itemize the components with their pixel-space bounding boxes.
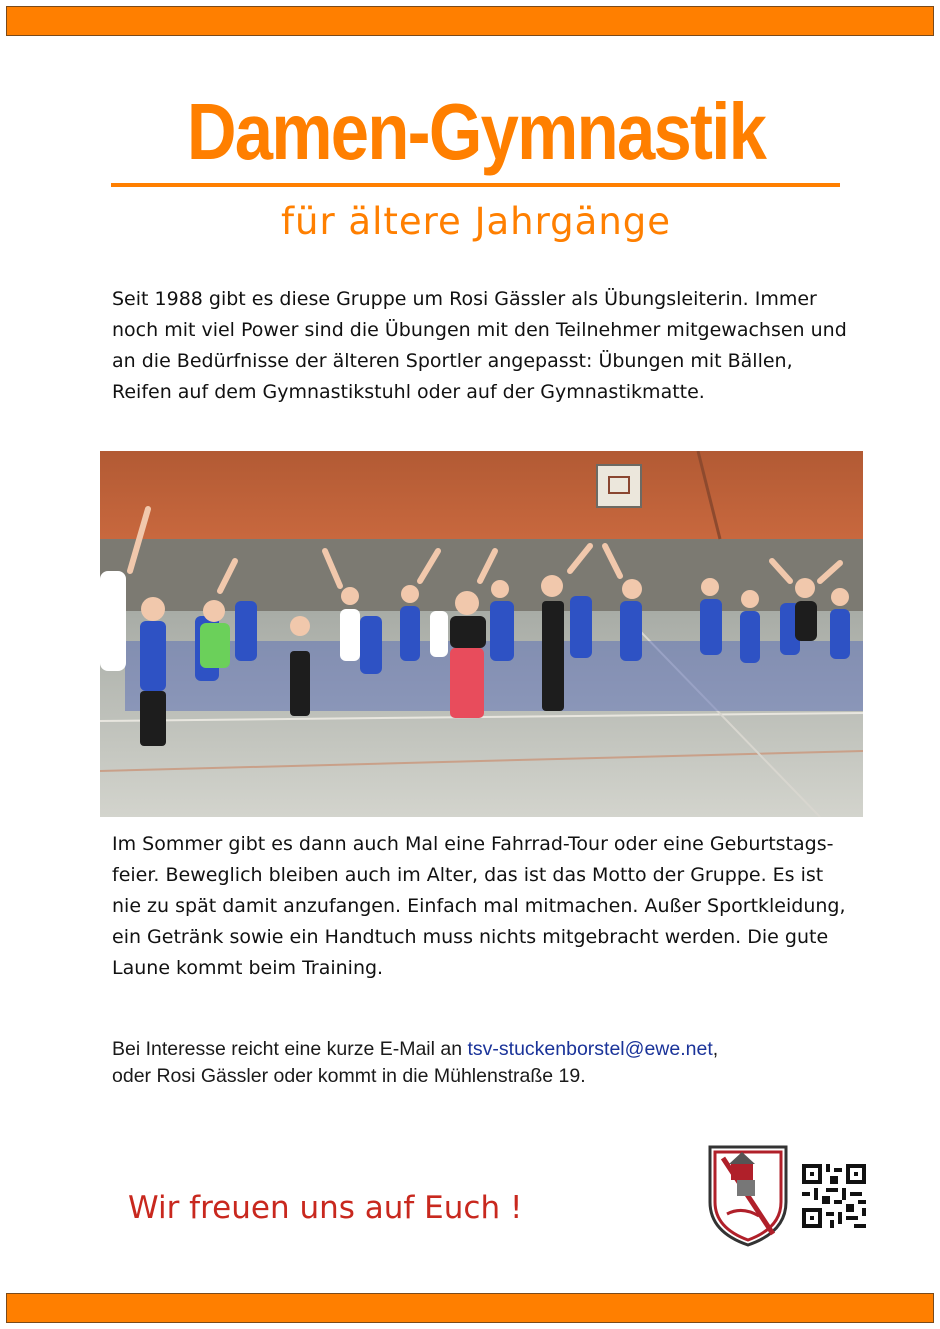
closing-slogan: Wir freuen uns auf Euch ! [128,1190,523,1226]
page-title: Damen-Gymnastik [186,87,766,176]
bottom-orange-bar [6,1293,934,1323]
contact-suffix: , [712,1038,719,1060]
title-underline [111,183,840,187]
page-subtitle: für ältere Jahrgänge [280,200,672,243]
club-emblem [707,1144,789,1248]
qr-code[interactable] [802,1164,866,1228]
top-orange-bar [6,6,934,36]
contact-line2: oder Rosi Gässler oder kommt in die Mühlenstraße 19. [112,1065,586,1087]
contact-prefix: Bei Interesse reicht eine kurze E-Mail an [112,1038,468,1060]
email-link[interactable]: tsv-stuckenborstel@ewe.net [467,1038,713,1060]
intro-paragraph: Seit 1988 gibt es diese Gruppe um Rosi Gässler als Übungsleiterin. Immer noch mit viel Power sind die Übungen mit den Teilnehmer mitgewachsen und an die Bedürfnisse der älteren Sportler angepasst: Übungen mit Bällen, Reifen auf dem Gymnastikstuhl oder auf der Gymnastikmatte. [112,288,847,403]
body-paragraph: Im Sommer gibt es dann auch Mal eine Fahrrad-Tour oder eine Geburtstags-feier. Beweglich bleiben auch im Alter, das ist das Motto der Gruppe. Es ist nie zu spät damit anzufangen. Einfach mal mitmachen. Außer Sportkleidung, ein Getränk sowie ein Handtuch muss nichts mitgebracht werden. Die gute Laune kommt beim Training. [112,833,846,979]
contact-info [112,1036,832,1090]
gym-group-photo [100,451,863,817]
